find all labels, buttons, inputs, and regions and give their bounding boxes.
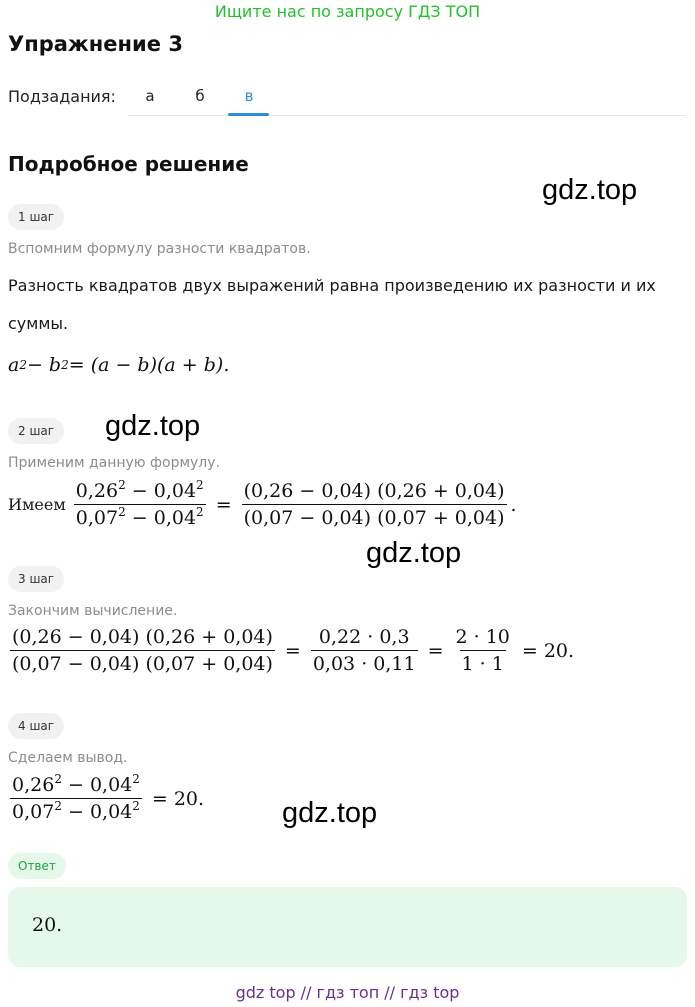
watermark: gdz.top	[282, 797, 378, 829]
equals-sign: =	[215, 493, 232, 516]
fraction	[454, 626, 512, 675]
step-badge: 2 шаг	[8, 418, 64, 444]
equals-sign: =	[284, 639, 301, 662]
step-text: Разность квадратов двух выражений равна произведению их разности и их	[8, 276, 656, 295]
numerator: (0,26 − 0,04) (0,26 + 0,04)	[243, 480, 505, 502]
watermark: gdz.top	[105, 410, 201, 442]
denominator: 0,03 · 0,11	[311, 650, 418, 675]
numerator: $0,26^2 - 0,04^2$	[75, 478, 204, 502]
search-hint-banner: Ищите нас по запросу ГДЗ ТОП	[214, 2, 481, 21]
step-hint: Сделаем вывод.	[8, 750, 128, 766]
period: .	[510, 493, 517, 516]
formula-step-2	[8, 480, 517, 529]
fraction	[10, 774, 142, 823]
step-hint: Закончим вычисление.	[8, 603, 178, 619]
denominator: $0,07^2 - 0,04^2$	[12, 799, 140, 823]
formula-step-3	[6, 626, 574, 675]
answer-value: 20.	[32, 914, 63, 936]
answer-box	[8, 887, 687, 967]
numerator: (0,26 − 0,04) (0,26 + 0,04)	[12, 626, 273, 648]
denominator: (0,07 − 0,04) (0,07 + 0,04)	[10, 650, 275, 675]
watermark: gdz.top	[542, 174, 638, 206]
step-badge: 1 шаг	[8, 204, 64, 230]
numerator: 2 · 10	[455, 626, 510, 648]
solution-title: Подробное решение	[8, 152, 249, 176]
step-badge: 3 шаг	[8, 566, 64, 592]
fraction	[74, 480, 206, 529]
page-title: Упражнение 3	[8, 32, 183, 56]
watermark: gdz.top	[366, 537, 462, 569]
tab-b[interactable]: б	[195, 87, 205, 105]
step-hint: Вспомним формулу разности квадратов.	[8, 241, 311, 257]
fraction	[311, 626, 418, 675]
tabs-divider	[128, 115, 686, 116]
formula-step-4	[6, 774, 204, 823]
tab-a[interactable]: а	[145, 87, 155, 105]
numerator: $0,26^2 - 0,04^2$	[12, 772, 140, 796]
equals-sign: =	[427, 639, 444, 662]
denominator: $0,07^2 - 0,04^2$	[75, 505, 204, 529]
equals-sign: =	[521, 639, 538, 662]
formula-difference-of-squares: a 2 − b 2 = (a − b)(a + b).	[8, 354, 230, 376]
answer-badge: Ответ	[8, 853, 66, 879]
active-tab-indicator	[228, 113, 269, 116]
footer-links[interactable]: gdz top // гдз топ // гдз top	[235, 983, 460, 1002]
fraction	[242, 480, 507, 529]
equals-sign: =	[151, 787, 168, 810]
result-value: 20.	[173, 787, 205, 810]
step-badge: 4 шаг	[8, 713, 64, 739]
tab-v[interactable]: в	[244, 87, 254, 105]
denominator: 1 · 1	[460, 650, 506, 675]
subtasks-label: Подзадания:	[8, 87, 116, 106]
step-hint: Применим данную формулу.	[8, 455, 220, 471]
numerator: 0,22 · 0,3	[318, 626, 410, 648]
step-text: суммы.	[8, 314, 69, 333]
denominator: (0,07 − 0,04) (0,07 + 0,04)	[242, 504, 507, 529]
result-value: 20.	[543, 639, 575, 662]
formula-prefix: Имеем	[8, 495, 66, 514]
fraction	[10, 626, 275, 675]
